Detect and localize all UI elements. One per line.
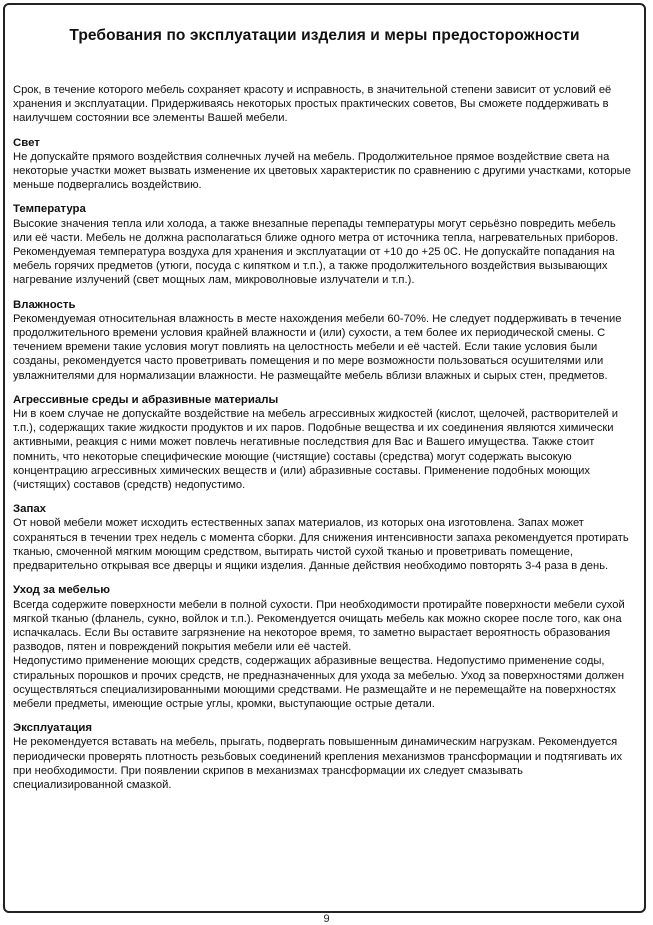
section — [13, 136, 636, 193]
section — [13, 583, 636, 711]
section-heading: Температура — [13, 203, 86, 216]
section-paragraph: Ни в коем случае не допускайте воздействие на мебель агрессивных жидкостей (кислот, щелочей, растворителей и т.п.), содержащих такие жидкости продуктов и их паров. Подобные вещества и их соединения являются химически активными, реакция с ними может повлечь негативные последствия для Вас и Вашего имущества. Также стоит помнить, что некоторые специфические моющие (чистящие) составы (средства) могут содержать высокую концентрацию агрессивных химических веществ и (или) абразивные составы. Применение подобных моющих (чистящих) составов (средств) недопустимо. — [13, 408, 618, 492]
intro-paragraph: Срок, в течение которого мебель сохраняет красоту и исправность, в значительной степени зависит от условий её хранения и эксплуатации. Придерживаясь некоторых простых практических советов, Вы сможете поддерживать в наилучшем состоянии все элементы Вашей мебели. — [13, 84, 612, 125]
page-number: 9 — [323, 913, 330, 925]
section-heading: Запах — [13, 503, 47, 516]
section-paragraph: Не рекомендуется вставать на мебель, прыгать, подвергать повышенным динамическим нагрузкам. Рекомендуется периодически проверять плотность резьбовых соединений крепления механизмов трансформации и подтягивать их при необходимости. При появлении скрипов в механизмах трансформации их следует смазывать специализированной смазкой. — [13, 736, 623, 791]
sections-container — [13, 136, 636, 793]
section — [13, 393, 636, 492]
section-paragraph: Недопустимо применение моющих средств, содержащих абразивные вещества. Недопустимо применение соды, стиральных порошков и прочих средств, не предназначенных для ухода за мебелью. Уход за поверхностями должен осуществляться специализированными моющими средствами. Не размещайте и не перемещайте на поверхностях мебели предметы, имеющие острые углы, кромки, выступающие острые детали. — [13, 655, 625, 710]
section — [13, 502, 636, 573]
section-heading: Агрессивные среды и абразивные материалы — [13, 393, 279, 406]
section-heading: Уход за мебелью — [13, 584, 111, 597]
section — [13, 298, 636, 383]
page-title: Требования по эксплуатации изделия и меры предосторожности — [69, 27, 580, 44]
section-paragraph: Высокие значения тепла или холода, а также внезапные перепады температуры могут серьёзно повредить мебель или её части. Мебель не должна располагаться ближе одного метра от источника тепла, нагревательных приборов. Рекомендуемая температура воздуха для хранения и эксплуатации от +10 до +25 0С. Не допускайте попадания на мебель горячих предметов (утюги, посуда с кипятком и т.п.), а также продолжительного воздействия вызывающих нагревание излучений (свет мощных лам, микроволновые излучатели и т.п.). — [13, 217, 619, 287]
section-paragraph: Не допускайте прямого воздействия солнечных лучей на мебель. Продолжительное прямое воздействие света на некоторые участки может вызвать изменение их цветовых характеристик по сравнению с другими участками, которые меньше подвергались воздействию. — [13, 150, 631, 192]
section-heading: Эксплуатация — [13, 722, 93, 735]
section-paragraph: От новой мебели может исходить естественных запах материалов, из которых она изготовлена. Запах может сохраняться в течении трех недель с момента сборки. Для снижения интенсивности запаха рекомендуется протирать тканью, смоченной мягким моющим средством, вытирать чистой сухой тканью и проветривать помещение, предварительно открывая все дверцы и ящики изделия. Данные действия необходимо повторять 3-4 раза в день. — [13, 517, 629, 573]
document-frame — [3, 3, 646, 913]
section-paragraph: Рекомендуемая относительная влажность в месте нахождения мебели 60-70%. Не следует поддерживать в течение продолжительного времени условия крайней влажности и (или) сухости, а тем более их периодической смены. С течением времени такие условия могут повлиять на целостность мебели и её частей. Если такие условия были созданы, рекомендуется часто проветривать помещения и по мере возможности пользоваться осушителями или увлажнителями для нормализации влажности. Не размещайте мебель вблизи влажных и сырых стен, предметов. — [13, 312, 622, 382]
section — [13, 202, 636, 287]
section — [13, 721, 636, 792]
section-heading: Свет — [13, 136, 40, 149]
section-paragraph: Всегда содержите поверхности мебели в полной сухости. При необходимости протирайте поверхности мебели сухой мягкой тканью (фланель, сукно, войлок и т.п.). Рекомендуется очищать мебель как можно скорее после того, как она испачкалась. Если Вы оставите загрязнение на некоторое время, то заметно вырастает вероятность образования разводов, пятен и повреждений покрытия мебели или её частей. — [13, 598, 625, 654]
section-heading: Влажность — [13, 298, 76, 311]
